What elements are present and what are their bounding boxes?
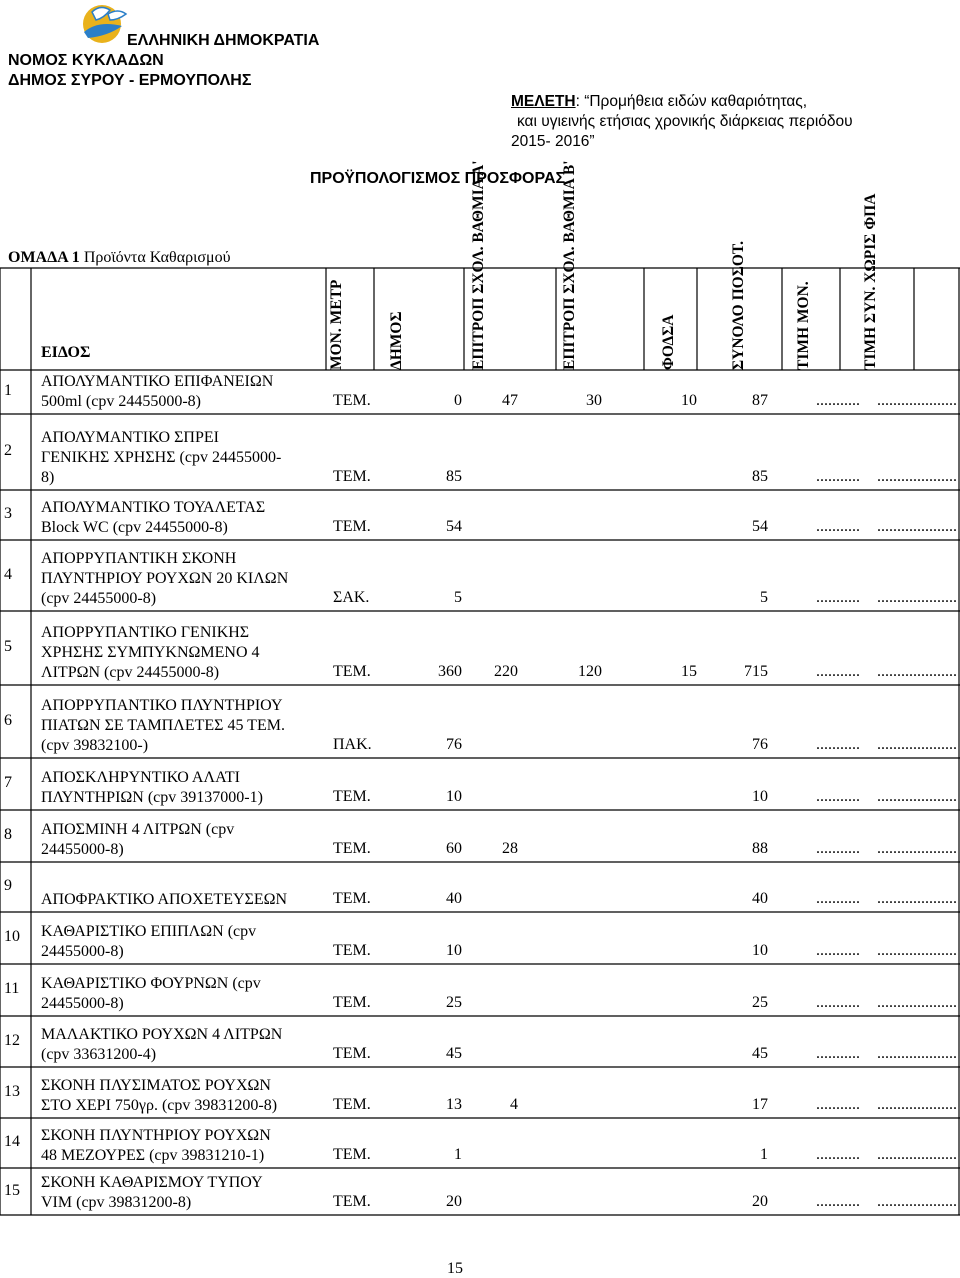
dimos-qty-cell: 76 — [446, 736, 462, 753]
unit-price-cell: ........... — [816, 392, 860, 409]
item-description-line: ΑΠΟΣΜΙΝΗ 4 ΛΙΤΡΩΝ (cpv — [41, 821, 235, 838]
total-qty-cell: 87 — [752, 392, 768, 409]
unit-cell: ΤΕΜ. — [333, 392, 371, 409]
item-description-line: 8) — [41, 469, 55, 486]
dimos-qty-cell: 0 — [454, 392, 462, 409]
unit-price-cell: ........... — [816, 942, 860, 959]
study-line-3: 2015- 2016” — [511, 133, 595, 150]
study-description — [511, 92, 853, 152]
a-level-qty-cell: 47 — [502, 392, 518, 409]
unit-price-cell: ........... — [816, 468, 860, 485]
row-number: 7 — [4, 774, 12, 791]
item-description-line: Block WC (cpv 24455000-8) — [41, 519, 228, 536]
column-header-b-level: ΕΠΙΤΡΟΠ ΣΧΟΛ. ΒΑΘΜΙΑ Β' — [561, 160, 578, 370]
dimos-qty-cell: 10 — [446, 942, 462, 959]
dimos-qty-cell: 85 — [446, 468, 462, 485]
dimos-qty-cell: 54 — [446, 518, 462, 535]
column-header-total-qty: ΣΥΝΟΛΟ ΠΟΣΟΤ. — [730, 241, 747, 370]
dimos-qty-cell: 60 — [446, 840, 462, 857]
dimos-qty-cell: 5 — [454, 589, 462, 606]
header-prefecture: ΝΟΜΟΣ ΚΥΚΛΑΔΩΝ — [8, 52, 164, 69]
row-number: 5 — [4, 638, 12, 655]
item-description-line: ΑΠΟΡΡΥΠΑΝΤΙΚΟ ΠΛΥΝΤΗΡΙΟΥ — [41, 697, 283, 714]
item-description-line: 24455000-8) — [41, 995, 124, 1012]
item-description-line: ΧΡΗΣΗΣ ΣΥΜΠΥΚΝΩΜΕΝΟ 4 — [41, 644, 260, 661]
row-number: 1 — [4, 382, 12, 399]
total-qty-cell: 88 — [752, 840, 768, 857]
total-qty-cell: 1 — [760, 1146, 768, 1163]
column-header-a-level: ΕΠΙΤΡΟΠ ΣΧΟΛ. ΒΑΘΜΙΑ Α' — [470, 160, 487, 370]
total-price-cell: .................... — [877, 942, 957, 959]
item-description-line: (cpv 24455000-8) — [41, 590, 157, 607]
column-header-fodsa: ΦΟΔΣΑ — [660, 314, 677, 370]
item-description-line: ΑΠΟΛΥΜΑΝΤΙΚΟ ΣΠΡΕΙ — [41, 429, 219, 446]
header-country: ΕΛΛΗΝΙΚΗ ΔΗΜΟΚΡΑΤΙΑ — [127, 32, 320, 49]
row-number: 10 — [4, 928, 20, 945]
dimos-qty-cell: 13 — [446, 1096, 462, 1113]
unit-price-cell: ........... — [816, 1045, 860, 1062]
unit-cell: ΤΕΜ. — [333, 1146, 371, 1163]
unit-cell: ΤΕΜ. — [333, 663, 371, 680]
unit-cell: ΤΕΜ. — [333, 994, 371, 1011]
unit-price-cell: ........... — [816, 518, 860, 535]
item-description-line: ΜΑΛΑΚΤΙΚΟ ΡΟΥΧΩΝ 4 ΛΙΤΡΩΝ — [41, 1026, 283, 1043]
dimos-qty-cell: 20 — [446, 1193, 462, 1210]
row-number: 11 — [4, 980, 20, 997]
item-description-line: ΣΚΟΝΗ ΠΛΥΝΤΗΡΙΟΥ ΡΟΥΧΩΝ — [41, 1127, 271, 1144]
unit-cell: ΤΕΜ. — [333, 468, 371, 485]
item-description-line: ΑΠΟΛΥΜΑΝΤΙΚΟ ΤΟΥΑΛΕΤΑΣ — [41, 499, 266, 516]
item-description-line: (cpv 33631200-4) — [41, 1046, 157, 1063]
total-qty-cell: 10 — [752, 788, 768, 805]
item-description-line: 500ml (cpv 24455000-8) — [41, 393, 201, 410]
total-price-cell: .................... — [877, 663, 957, 680]
row-number: 4 — [4, 566, 12, 583]
unit-price-cell: ........... — [816, 1193, 860, 1210]
dimos-qty-cell: 1 — [454, 1146, 462, 1163]
item-description-line: ΣΤΟ ΧΕΡΙ 750γρ. (cpv 39831200-8) — [41, 1097, 278, 1114]
unit-price-cell: ........... — [816, 788, 860, 805]
row-number: 13 — [4, 1083, 20, 1100]
item-description-line: 48 ΜΕΖΟΥΡΕΣ (cpv 39831210-1) — [41, 1147, 265, 1164]
total-price-cell: .................... — [877, 392, 957, 409]
item-description-line: ΣΚΟΝΗ ΠΛΥΣΙΜΑΤΟΣ ΡΟΥΧΩΝ — [41, 1077, 271, 1094]
study-label: ΜΕΛΕΤΗ — [511, 93, 576, 110]
study-line-1: : “Προμήθεια ειδών καθαριότητας, — [575, 93, 808, 110]
total-price-cell: .................... — [877, 890, 957, 907]
unit-price-cell: ........... — [816, 840, 860, 857]
unit-cell: ΤΕΜ. — [333, 518, 371, 535]
total-qty-cell: 45 — [752, 1045, 768, 1062]
dimos-qty-cell: 360 — [438, 663, 462, 680]
municipality-logo — [78, 2, 130, 44]
column-header-dimos: ΔΗΜΟΣ — [388, 311, 405, 370]
unit-cell: ΤΕΜ. — [333, 1096, 371, 1113]
total-price-cell: .................... — [877, 589, 957, 606]
dimos-qty-cell: 10 — [446, 788, 462, 805]
group-heading — [8, 249, 231, 267]
group-name: ΟΜΑΔΑ 1 — [8, 249, 80, 266]
group-rest: Προϊόντα Καθαρισμού — [79, 249, 231, 266]
total-qty-cell: 54 — [752, 518, 768, 535]
fodsa-qty-cell: 10 — [681, 392, 697, 409]
unit-cell: ΠΑΚ. — [333, 736, 372, 753]
unit-cell: ΤΕΜ. — [333, 890, 371, 907]
unit-cell: ΣΑΚ. — [333, 589, 370, 606]
unit-cell: ΤΕΜ. — [333, 1193, 371, 1210]
unit-cell: ΤΕΜ. — [333, 788, 371, 805]
item-description-line: ΣΚΟΝΗ ΚΑΘΑΡΙΣΜΟΥ ΤΥΠΟΥ — [41, 1174, 263, 1191]
b-level-qty-cell: 30 — [586, 392, 602, 409]
total-price-cell: .................... — [877, 788, 957, 805]
a-level-qty-cell: 28 — [502, 840, 518, 857]
fodsa-qty-cell: 15 — [681, 663, 697, 680]
item-description-line: VIM (cpv 39831200-8) — [41, 1194, 192, 1211]
item-description-line: ΠΛΥΝΤΗΡΙΟΥ ΡΟΥΧΩΝ 20 ΚΙΛΩΝ — [41, 570, 289, 587]
a-level-qty-cell: 4 — [510, 1096, 518, 1113]
column-header-total-price: ΤΙΜΗ ΣΥΝ. ΧΩΡΙΣ ΦΠΑ — [862, 193, 879, 370]
row-number: 14 — [4, 1133, 20, 1150]
item-description-line: ΑΠΟΦΡΑΚΤΙΚΟ ΑΠΟΧΕΤΕΥΣΕΩΝ — [41, 891, 288, 908]
total-price-cell: .................... — [877, 1146, 957, 1163]
header-municipality: ΔΗΜΟΣ ΣΥΡΟΥ - ΕΡΜΟΥΠΟΛΗΣ — [8, 72, 252, 89]
total-price-cell: .................... — [877, 994, 957, 1011]
total-price-cell: .................... — [877, 1045, 957, 1062]
item-description-line: ΑΠΟΣΚΛΗΡΥΝΤΙΚΟ ΑΛΑΤΙ — [41, 769, 240, 786]
a-level-qty-cell: 220 — [494, 663, 518, 680]
study-line-2: και υγιεινής ετήσιας χρονικής διάρκειας περιόδου — [517, 113, 853, 130]
item-description-line: ΚΑΘΑΡΙΣΤΙΚΟ ΦΟΥΡΝΩΝ (cpv — [41, 975, 261, 992]
unit-cell: ΤΕΜ. — [333, 942, 371, 959]
item-description-line: ΑΠΟΛΥΜΑΝΤΙΚΟ ΕΠΙΦΑΝΕΙΩΝ — [41, 373, 274, 390]
total-price-cell: .................... — [877, 468, 957, 485]
dimos-qty-cell: 45 — [446, 1045, 462, 1062]
item-description-line: ΓΕΝΙΚΗΣ ΧΡΗΣΗΣ (cpv 24455000- — [41, 449, 282, 466]
row-number: 8 — [4, 826, 12, 843]
total-qty-cell: 20 — [752, 1193, 768, 1210]
total-qty-cell: 85 — [752, 468, 768, 485]
b-level-qty-cell: 120 — [578, 663, 602, 680]
item-description-line: ΑΠΟΡΡΥΠΑΝΤΙΚΗ ΣΚΟΝΗ — [41, 550, 237, 567]
unit-price-cell: ........... — [816, 663, 860, 680]
column-header-unit-price: ΤΙΜΗ ΜΟΝ. — [795, 281, 812, 370]
page-number: 15 — [447, 1260, 463, 1277]
total-price-cell: .................... — [877, 1096, 957, 1113]
row-number: 2 — [4, 442, 12, 459]
total-qty-cell: 17 — [752, 1096, 768, 1113]
dimos-qty-cell: 25 — [446, 994, 462, 1011]
unit-price-cell: ........... — [816, 890, 860, 907]
total-qty-cell: 25 — [752, 994, 768, 1011]
total-price-cell: .................... — [877, 1193, 957, 1210]
total-qty-cell: 715 — [744, 663, 768, 680]
total-qty-cell: 76 — [752, 736, 768, 753]
item-description-line: ΛΙΤΡΩΝ (cpv 24455000-8) — [41, 664, 220, 681]
item-description-line: 24455000-8) — [41, 943, 124, 960]
item-description-line: 24455000-8) — [41, 841, 124, 858]
total-qty-cell: 40 — [752, 890, 768, 907]
item-description-line: ΚΑΘΑΡΙΣΤΙΚΟ ΕΠΙΠΛΩΝ (cpv — [41, 923, 257, 940]
item-description-line: ΠΙΑΤΩΝ ΣΕ ΤΑΜΠΛΕΤΕΣ 45 ΤΕΜ. — [41, 717, 285, 734]
item-description-line: (cpv 39832100-) — [41, 737, 149, 754]
row-number: 6 — [4, 712, 12, 729]
unit-price-cell: ........... — [816, 736, 860, 753]
unit-cell: ΤΕΜ. — [333, 1045, 371, 1062]
item-description-line: ΑΠΟΡΡΥΠΑΝΤΙΚΟ ΓΕΝΙΚΗΣ — [41, 624, 250, 641]
unit-price-cell: ........... — [816, 589, 860, 606]
row-number: 3 — [4, 505, 12, 522]
column-header-item: ΕΙΔΟΣ — [41, 344, 91, 361]
page-title: ΠΡΟΫΠΟΛΟΓΙΣΜΟΣ ΠΡΟΣΦΟΡΑΣ — [310, 170, 566, 187]
unit-cell: ΤΕΜ. — [333, 840, 371, 857]
row-number: 15 — [4, 1182, 20, 1199]
column-header-unit: ΜΟΝ. ΜΕΤΡ — [328, 279, 345, 370]
unit-price-cell: ........... — [816, 994, 860, 1011]
total-price-cell: .................... — [877, 840, 957, 857]
total-price-cell: .................... — [877, 518, 957, 535]
row-number: 12 — [4, 1032, 20, 1049]
total-qty-cell: 5 — [760, 589, 768, 606]
unit-price-cell: ........... — [816, 1146, 860, 1163]
item-description-line: ΠΛΥΝΤΗΡΙΩΝ (cpv 39137000-1) — [41, 789, 263, 806]
total-price-cell: .................... — [877, 736, 957, 753]
row-number: 9 — [4, 877, 12, 894]
total-qty-cell: 10 — [752, 942, 768, 959]
unit-price-cell: ........... — [816, 1096, 860, 1113]
dimos-qty-cell: 40 — [446, 890, 462, 907]
